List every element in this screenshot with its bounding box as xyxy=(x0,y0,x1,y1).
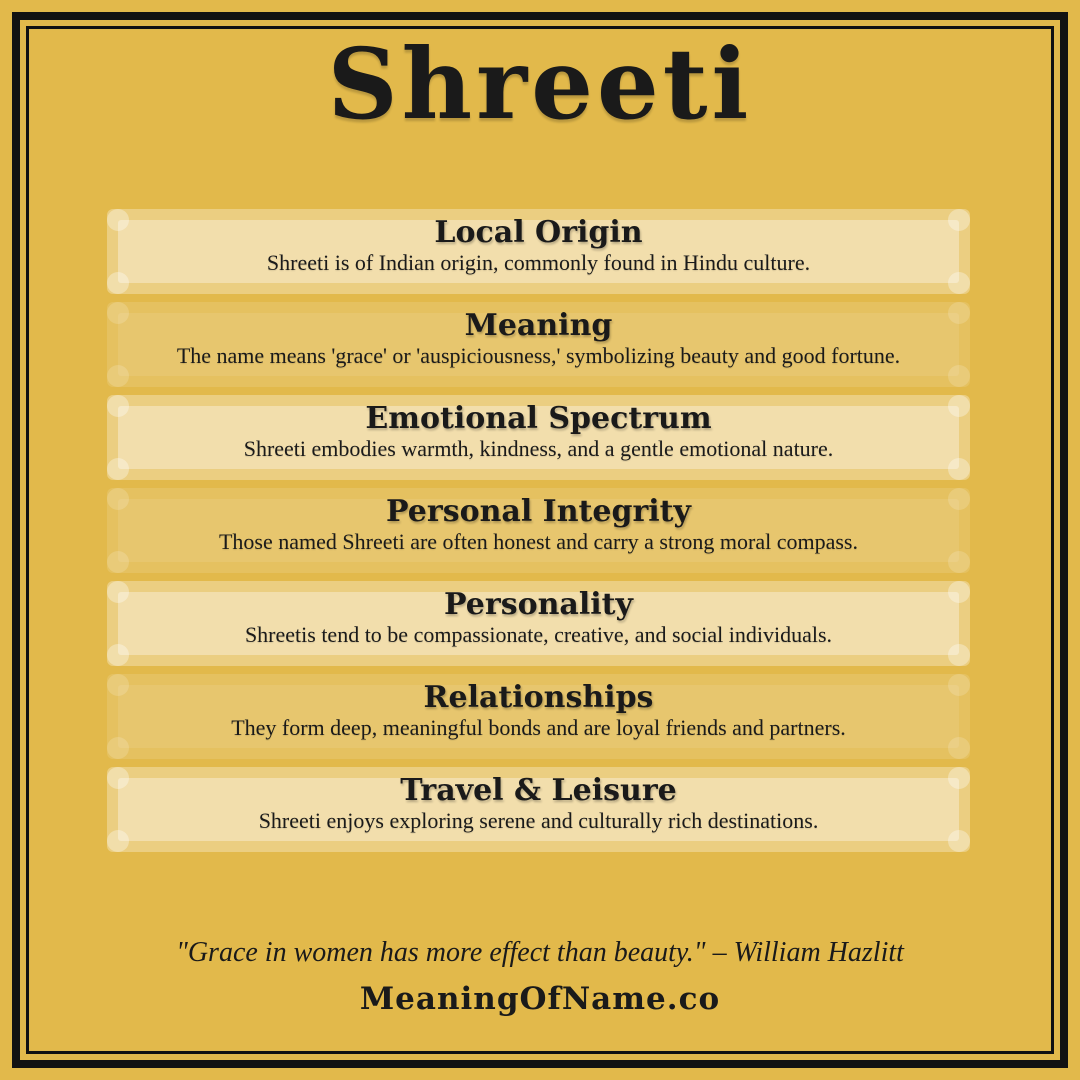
section-card xyxy=(107,209,970,294)
page-title: Shreeti xyxy=(327,27,753,141)
corner-pin-icon xyxy=(948,737,970,759)
corner-pin-icon xyxy=(107,458,129,480)
corner-pin-icon xyxy=(107,551,129,573)
section-heading: Emotional Spectrum xyxy=(365,401,712,436)
card-text-block xyxy=(117,495,960,554)
sections-list xyxy=(107,209,970,852)
section-description: They form deep, meaningful bonds and are loyal friends and partners. xyxy=(231,714,846,740)
corner-pin-icon xyxy=(107,737,129,759)
corner-pin-icon xyxy=(107,830,129,852)
card-text-block xyxy=(117,402,960,461)
corner-pin-icon xyxy=(948,272,970,294)
corner-pin-icon xyxy=(107,644,129,666)
section-card xyxy=(107,767,970,852)
section-heading: Personal Integrity xyxy=(386,494,691,529)
corner-pin-icon xyxy=(948,551,970,573)
card-text-block xyxy=(117,774,960,833)
section-description: Shreeti embodies warmth, kindness, and a gentle emotional nature. xyxy=(243,435,834,461)
section-heading: Local Origin xyxy=(434,215,643,250)
section-card xyxy=(107,488,970,573)
section-description: Those named Shreeti are often honest and carry a strong moral compass. xyxy=(218,528,858,554)
corner-pin-icon xyxy=(948,830,970,852)
section-heading: Travel & Leisure xyxy=(400,773,677,808)
corner-pin-icon xyxy=(107,365,129,387)
section-heading: Relationships xyxy=(423,680,654,715)
section-heading: Meaning xyxy=(464,308,613,343)
section-heading: Personality xyxy=(444,587,633,622)
section-card xyxy=(107,674,970,759)
section-card xyxy=(107,302,970,387)
section-card xyxy=(107,581,970,666)
corner-pin-icon xyxy=(948,365,970,387)
corner-pin-icon xyxy=(948,644,970,666)
section-description: Shreetis tend to be compassionate, creative, and social individuals. xyxy=(244,621,833,647)
quote-text: "Grace in women has more effect than beauty." – William Hazlitt xyxy=(176,937,904,968)
card-text-block xyxy=(117,309,960,368)
card-text-block xyxy=(117,588,960,647)
section-description: Shreeti is of Indian origin, commonly found in Hindu culture. xyxy=(266,249,811,275)
card-text-block xyxy=(117,681,960,740)
section-description: Shreeti enjoys exploring serene and culturally rich destinations. xyxy=(258,807,819,833)
corner-pin-icon xyxy=(107,272,129,294)
card-text-block xyxy=(117,216,960,275)
site-name: MeaningOfName.co xyxy=(359,981,721,1017)
corner-pin-icon xyxy=(948,458,970,480)
section-card xyxy=(107,395,970,480)
section-description: The name means 'grace' or 'auspiciousness,' symbolizing beauty and good fortune. xyxy=(176,342,901,368)
